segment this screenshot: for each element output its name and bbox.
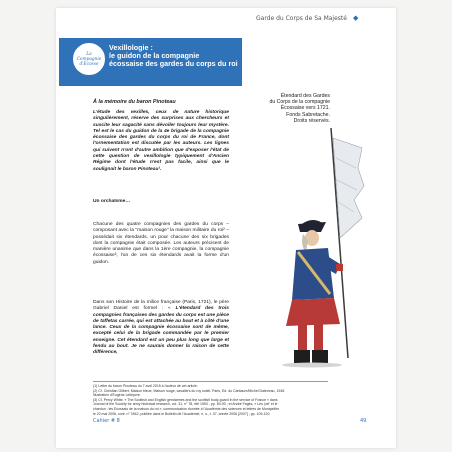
footnote: Journal of the Society for army historical research, vol. 31, n° 78, été 1953 - pp. 80-90 ; et André Fagès, « Les 'pel' et le bbox=[93, 402, 278, 407]
footnote: chardon : les Écossais de la maison du roi », communication donnée à l'Académie des sciences et lettres de Montpellier bbox=[93, 406, 280, 411]
paragraph-daniel: Dans son Histoire de la milice française (Paris, 1721), le père Gabriel Daniel est formel : « L'étendard des trois compagnies françaises des gardes du corps est une pièce de taffetas carrée, qui est attachée au bout et à côté d'une lance. Ceux de la compagnie écossaise sont de même, excepté celui de la brigade commandée par le premier enseigne. Cet étendard est un peu plus long que large et fendu au bout. Je ne saurais donner la raison de cette différence, bbox=[93, 300, 229, 356]
article-intro bbox=[93, 110, 229, 177]
running-header bbox=[256, 14, 358, 22]
footnote: le 22 mai 2006, conf. n° 3942, publiée dans le Bulletin de l'Académie, n. s., t. 37, année 2006 [2007] ; pp. 109-120. bbox=[93, 411, 271, 416]
subheading: Un orchaïsme… bbox=[93, 199, 131, 204]
guard-standard-bearer-illustration bbox=[236, 128, 366, 368]
article-body bbox=[93, 222, 229, 270]
diamond-icon: ◆ bbox=[352, 14, 359, 22]
footnote: (2) Cf. Christian Gilbert. Maison bleue, Maison rouge, cavaliers du roy soleil. Paris, Éd. du Cantaure/Michel Dateveau, 1945. bbox=[93, 388, 286, 393]
figure-caption: Étendard des Gardes du Corps de la compagnie Écossaise vers 1721. Fonds Sabretache. Droits réservés. bbox=[269, 93, 330, 124]
dedication: À la mémoire du baron Pinoteau bbox=[93, 99, 176, 105]
footnote: Illustration d'Eugène Leliepvre. bbox=[93, 393, 141, 398]
paragraph-intro: L'étude des vexilles, ceux de nature historique singulièrement, réserve des surprises aux chercheurs et suscite leur sagacité sans dévoiler toujours leur mystère. Tel est le cas du guidon de la 4e brigade de la compagnie écossaise des gardes du corps du roi de France, dont l'ornementation est discutée par les auteurs. Les lignes qui suivent n'ont d'autre ambition que d'exposer l'état de cette question de vexillologie typiquement d'Ancien Régime dont l'étude n'est pas facile, ainsi que le soulignait le baron Pinoteau¹. bbox=[93, 110, 229, 172]
footer-issue: Cahier # 8 bbox=[93, 418, 120, 424]
compagnie-ecosse-badge-icon: La Compagnie d'Ecosse bbox=[72, 42, 106, 76]
article-body-2 bbox=[93, 300, 229, 361]
paragraph-compagnies: Chacune des quatre compagnies des gardes du corps – composant avec la "maison rouge" la maison militaire du roi² – possédait six étendards, un pour chacune des six brigades dont la compagnie était composée. Les auteurs précisent de manière unanime que dans la 1ère compagnie, la compagnie écossaise³, l'un de ces six étendards avait la forme d'un guidon. bbox=[93, 222, 229, 265]
footnote: (3) Cf. Percy White, « The Scottish and English gendarmes and the scottish body-guard in the service of France » dans bbox=[93, 397, 278, 402]
footnotes bbox=[93, 381, 328, 416]
section-title: Vexillologie : le guidon de la compagnie écossaise des gardes du corps du roi bbox=[109, 43, 238, 68]
page-number: 49 bbox=[360, 418, 367, 424]
footnote: (1) Lettre du baron Pinoteau du 7 avril 2015 à l'auteur de cet article. bbox=[93, 384, 198, 388]
running-title: Garde du Corps de Sa Majesté bbox=[256, 15, 347, 22]
article-heading-block bbox=[93, 199, 229, 209]
